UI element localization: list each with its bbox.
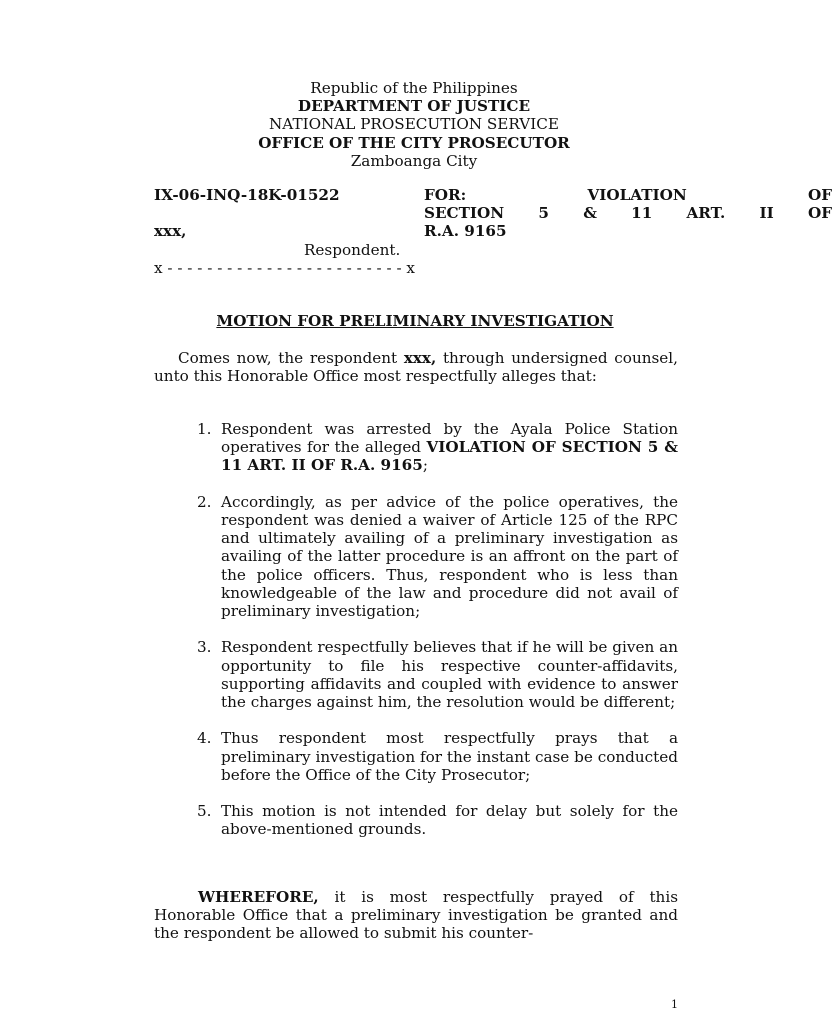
- item-text-end: ;: [422, 456, 428, 475]
- allegations-list: [197, 420, 678, 857]
- intro-paragraph: [154, 349, 678, 385]
- item-text: This motion is not intended for delay but solely for the above-mentioned grounds.: [221, 802, 678, 839]
- case-caption: [154, 186, 832, 282]
- page-number: 1: [671, 998, 678, 1011]
- wherefore-label: WHEREFORE,: [198, 888, 319, 906]
- wherefore-paragraph: [154, 888, 678, 943]
- list-item: [197, 802, 678, 839]
- case-number: IX-06-INQ-18K-01522: [154, 186, 340, 204]
- intro-after: through undersigned counsel, unto this Honorable Office most respectfully alleges that:: [154, 349, 678, 386]
- item-text: Respondent respectfully believes that if he will be given an opportunity to file his respective counter-affidavits, supporting affidavits and coupled with evidence to answer the charges against him, the resolution would be different;: [221, 638, 678, 712]
- caption-spacer: [154, 204, 404, 222]
- charge-line-3: R.A. 9165: [424, 222, 507, 241]
- charge-line-1: FOR: VIOLATION OF: [424, 186, 832, 204]
- motion-title: MOTION FOR PRELIMINARY INVESTIGATION: [216, 312, 614, 330]
- respondent-name: xxx,: [154, 222, 187, 241]
- item-number: 2.: [197, 492, 212, 511]
- caption-charge: [424, 186, 832, 241]
- item-number: 1.: [197, 420, 212, 438]
- caption-left: [154, 186, 415, 277]
- caption-separator: x - - - - - - - - - - - - - - - - - - - - - - - - x: [154, 258, 415, 277]
- header-service: NATIONAL PROSECUTION SERVICE: [269, 115, 559, 134]
- item-number: 3.: [197, 638, 212, 657]
- list-item: [197, 729, 678, 784]
- wherefore-text: it is most respectfully prayed of this Honorable Office that a preliminary investigation be granted and the respondent be allowed to submit his counter-: [154, 888, 678, 943]
- item-number: 5.: [197, 802, 212, 821]
- header-office: OFFICE OF THE CITY PROSECUTOR: [258, 133, 570, 152]
- item-text: Accordingly, as per advice of the police operatives, the respondent was denied a waiver of Article 125 of the RPC and ultimately availing of a preliminary investigation as availing of the latter procedure is an affront on the part of the police officers. Thus, respondent who is less than knowledgeable of the law and procedure did not avail of preliminary investigation;: [221, 492, 678, 621]
- header-department: DEPARTMENT OF JUSTICE: [297, 97, 531, 116]
- list-item: [197, 420, 678, 475]
- header-republic: Republic of the Philippines: [310, 79, 518, 97]
- list-item: [197, 492, 678, 621]
- list-item: [197, 638, 678, 712]
- charge-line-2: SECTION 5 & 11 ART. II OF: [424, 204, 832, 223]
- item-number: 4.: [197, 729, 212, 748]
- header-city: Zamboanga City: [350, 151, 478, 170]
- intro-respondent-name: xxx,: [403, 349, 437, 367]
- intro-before: Comes now, the respondent: [178, 349, 404, 367]
- document-header: [0, 79, 828, 170]
- item-text: Thus respondent most respectfully prays that a preliminary investigation for the instant case be conducted before the Office of the City Prosecutor;: [221, 729, 678, 784]
- respondent-label: Respondent.: [304, 240, 401, 259]
- item-text: Respondent was arrested by the Ayala Police Station operatives for the alleged: [221, 420, 678, 457]
- item-bold-text: VIOLATION OF SECTION 5 & 11 ART. II OF R.A. 9165: [221, 438, 678, 475]
